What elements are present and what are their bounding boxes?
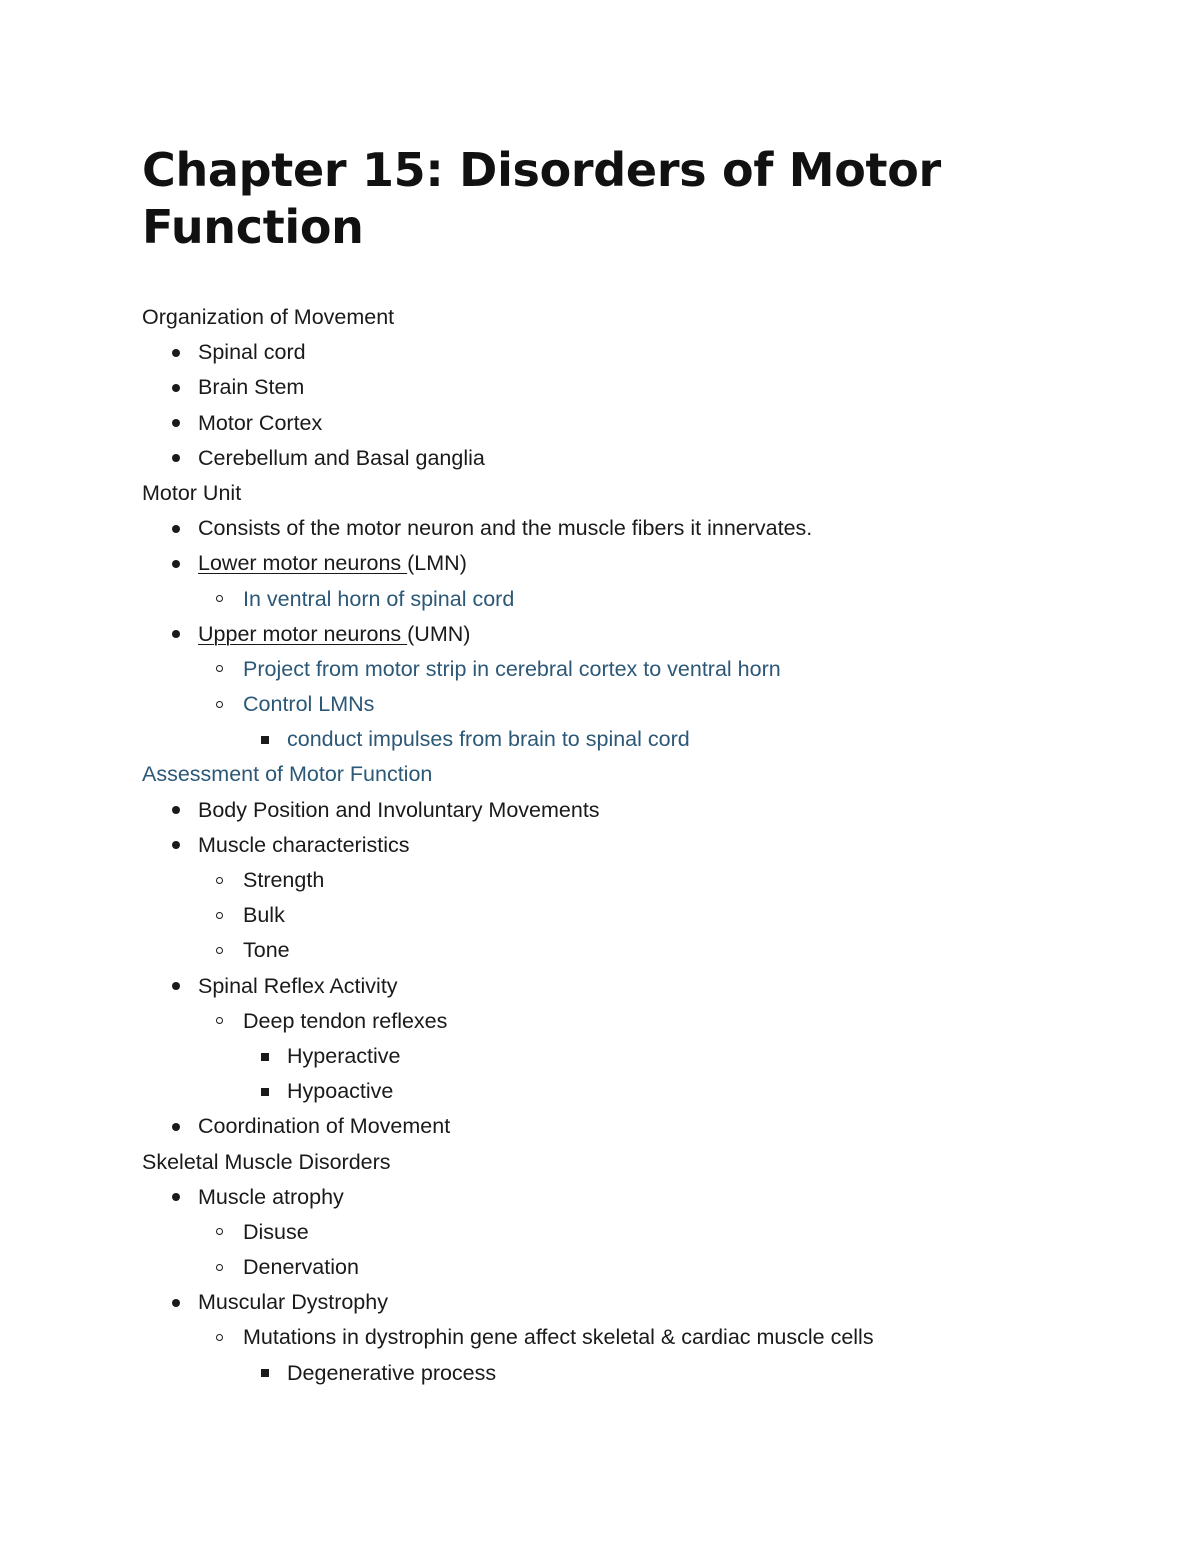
bullet-disc-icon bbox=[172, 419, 180, 427]
item-text: Denervation bbox=[243, 1255, 359, 1280]
bullet-circle-icon bbox=[216, 877, 223, 884]
list-item bbox=[142, 722, 1082, 757]
bullet-circle-icon bbox=[216, 595, 223, 602]
section-heading bbox=[142, 476, 1082, 511]
item-text: Degenerative process bbox=[287, 1360, 497, 1385]
bullet-square-icon bbox=[261, 1053, 269, 1061]
list-item bbox=[142, 1039, 1082, 1074]
bullet-square-icon bbox=[261, 1369, 269, 1377]
item-text: Brain Stem bbox=[198, 375, 305, 400]
list-item bbox=[142, 1004, 1082, 1039]
item-text: Motor Unit bbox=[142, 480, 242, 505]
item-text: Muscle characteristics bbox=[198, 832, 410, 857]
list-item bbox=[142, 335, 1082, 370]
bullet-disc-icon bbox=[172, 630, 180, 638]
bullet-circle-icon bbox=[216, 701, 223, 708]
list-item bbox=[142, 1356, 1082, 1391]
item-text: Coordination of Movement bbox=[198, 1114, 451, 1139]
item-text: Mutations in dystrophin gene affect skeletal & cardiac muscle cells bbox=[243, 1325, 874, 1350]
item-text: Spinal Reflex Activity bbox=[198, 973, 398, 998]
item-text: Assessment of Motor Function bbox=[142, 762, 433, 787]
item-text: Skeletal Muscle Disorders bbox=[142, 1149, 391, 1174]
list-item bbox=[142, 370, 1082, 405]
item-text: Bulk bbox=[243, 903, 285, 928]
item-text: Deep tendon reflexes bbox=[243, 1008, 448, 1033]
list-item bbox=[142, 406, 1082, 441]
list-item bbox=[142, 1285, 1082, 1320]
bullet-square-icon bbox=[261, 736, 269, 744]
item-text: Muscular Dystrophy bbox=[198, 1290, 388, 1315]
list-item bbox=[142, 1109, 1082, 1144]
underlined-term: Lower motor neurons bbox=[198, 551, 408, 576]
list-item bbox=[142, 1180, 1082, 1215]
item-text: Project from motor strip in cerebral cortex to ventral horn bbox=[243, 656, 781, 681]
bullet-circle-icon bbox=[216, 665, 223, 672]
bullet-disc-icon bbox=[172, 1123, 180, 1131]
item-text: In ventral horn of spinal cord bbox=[243, 586, 515, 611]
item-text: (LMN) bbox=[407, 551, 467, 576]
item-text: Tone bbox=[243, 938, 290, 963]
list-item bbox=[142, 863, 1082, 898]
bullet-circle-icon bbox=[216, 912, 223, 919]
bullet-circle-icon bbox=[216, 1264, 223, 1271]
list-item bbox=[142, 933, 1082, 968]
item-text: Consists of the motor neuron and the muscle fibers it innervates. bbox=[198, 516, 813, 541]
list-item bbox=[142, 441, 1082, 476]
list-item bbox=[142, 582, 1082, 617]
list-item bbox=[142, 898, 1082, 933]
bullet-disc-icon bbox=[172, 1299, 180, 1307]
item-text: Spinal cord bbox=[198, 340, 306, 365]
underlined-term: Upper motor neurons bbox=[198, 621, 408, 646]
item-text: Strength bbox=[243, 868, 325, 892]
list-item bbox=[142, 546, 1082, 581]
list-item bbox=[142, 511, 1082, 546]
bullet-circle-icon bbox=[216, 947, 223, 954]
bullet-disc-icon bbox=[172, 806, 180, 814]
item-text: Hypoactive bbox=[287, 1079, 394, 1104]
document-page bbox=[142, 142, 1082, 1391]
bullet-disc-icon bbox=[172, 982, 180, 990]
item-text: conduct impulses from brain to spinal cord bbox=[287, 727, 690, 752]
list-item bbox=[142, 1074, 1082, 1109]
bullet-disc-icon bbox=[172, 349, 180, 357]
list-item bbox=[142, 617, 1082, 652]
list-item bbox=[142, 687, 1082, 722]
section-heading bbox=[142, 757, 1082, 792]
list-item bbox=[142, 1250, 1082, 1285]
bullet-square-icon bbox=[261, 1088, 269, 1096]
item-text: Disuse bbox=[243, 1219, 309, 1244]
bullet-circle-icon bbox=[216, 1017, 223, 1024]
list-item bbox=[142, 793, 1082, 828]
item-text: Muscle atrophy bbox=[198, 1184, 344, 1209]
page-title: Chapter 15: Disorders of Motor Function bbox=[142, 143, 941, 254]
item-text: Organization of Movement bbox=[142, 305, 395, 329]
bullet-circle-icon bbox=[216, 1334, 223, 1341]
bullet-disc-icon bbox=[172, 560, 180, 568]
list-item bbox=[142, 1215, 1082, 1250]
item-text: Body Position and Involuntary Movements bbox=[198, 797, 600, 822]
item-text: Hyperactive bbox=[287, 1043, 401, 1068]
bullet-disc-icon bbox=[172, 384, 180, 392]
bullet-disc-icon bbox=[172, 1193, 180, 1201]
item-text: Cerebellum and Basal ganglia bbox=[198, 445, 485, 470]
outline-list bbox=[142, 300, 1082, 1391]
item-text: (UMN) bbox=[407, 621, 471, 646]
section-heading bbox=[142, 300, 1082, 335]
bullet-disc-icon bbox=[172, 841, 180, 849]
item-text: Control LMNs bbox=[243, 692, 375, 717]
bullet-disc-icon bbox=[172, 525, 180, 533]
list-item bbox=[142, 652, 1082, 687]
bullet-circle-icon bbox=[216, 1228, 223, 1235]
bullet-disc-icon bbox=[172, 454, 180, 462]
list-item bbox=[142, 1320, 1082, 1355]
list-item bbox=[142, 828, 1082, 863]
item-text: Motor Cortex bbox=[198, 410, 323, 435]
list-item bbox=[142, 969, 1082, 1004]
section-heading bbox=[142, 1145, 1082, 1180]
